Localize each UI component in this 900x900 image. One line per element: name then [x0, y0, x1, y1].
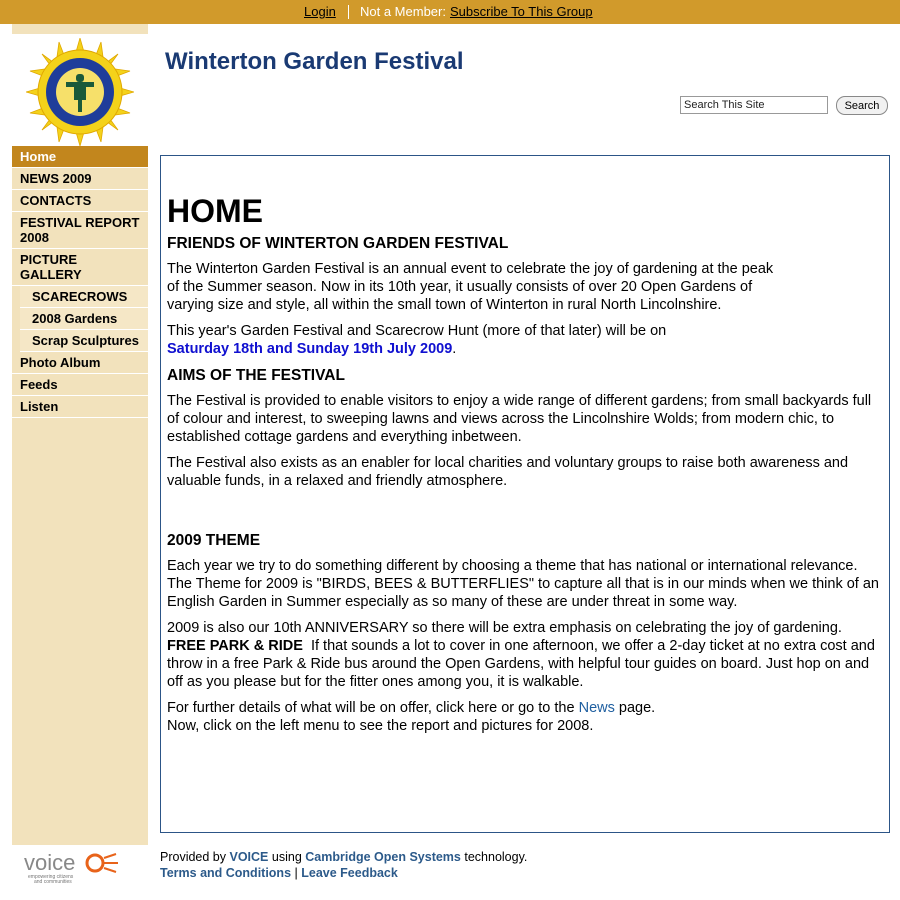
cambridge-link[interactable]: Cambridge Open Systems — [305, 850, 461, 864]
festival-logo[interactable] — [12, 34, 148, 160]
park-ride-heading: FREE PARK & RIDE — [167, 638, 303, 654]
aims-heading: AIMS OF THE FESTIVAL — [167, 367, 345, 384]
friends-heading: FRIENDS OF WINTERTON GARDEN FESTIVAL — [167, 235, 509, 252]
nav-item-listen[interactable]: Listen — [12, 396, 148, 418]
login-link[interactable]: Login — [304, 4, 336, 19]
dates-paragraph — [167, 322, 883, 358]
top-bar — [0, 0, 900, 24]
nav-item-festival-report-2008[interactable]: FESTIVAL REPORT 2008 — [12, 212, 148, 249]
dates-period: . — [452, 341, 457, 357]
feedback-link[interactable]: Leave Feedback — [301, 866, 398, 880]
not-member-label: Not a Member: — [360, 4, 446, 19]
nav-item-feeds[interactable]: Feeds — [12, 374, 148, 396]
nav-item-picture-gallery[interactable]: PICTURE GALLERY — [12, 249, 148, 286]
svg-text:voice: voice — [24, 850, 76, 875]
theme-paragraph-1: Each year we try to do something different by choosing a theme that has national or international relevance. The Theme for 2009 is "BIRDS, BEES & BUTTERFLIES" to capture all that is in our minds when we think of an English Garden in Summer especially as so many of these are under threat in some way. — [167, 558, 879, 610]
using-text: using — [271, 850, 302, 864]
svg-text:empowering citizens: empowering citizens — [28, 874, 74, 880]
news-link[interactable]: News — [578, 700, 615, 716]
spacer — [167, 498, 883, 531]
page-heading: HOME — [167, 193, 263, 229]
nav-item-contacts[interactable]: CONTACTS — [12, 190, 148, 212]
theme-heading: 2009 THEME — [167, 532, 261, 549]
nav-item-news-2009[interactable]: NEWS 2009 — [12, 168, 148, 190]
footer-divider: | — [294, 866, 298, 880]
technology-text: technology. — [464, 850, 528, 864]
terms-link[interactable]: Terms and Conditions — [160, 866, 292, 880]
site-title: Winterton Garden Festival — [165, 48, 464, 75]
nav-item-photo-album[interactable]: Photo Album — [12, 352, 148, 374]
voice-logo-icon — [24, 850, 124, 886]
now-text: Now, click on the left menu to see the report and pictures for 2008. — [167, 718, 594, 734]
aims-paragraph-1: The Festival is provided to enable visitors to enjoy a wide range of different gardens; from small backyards full of colour and interest, to sweeping lawns and views across the Lincolnshire Wolds; from modern chic, to established cottage gardens and everything inbetween. — [167, 393, 872, 445]
main-navigation — [12, 146, 148, 418]
topbar-divider — [348, 5, 349, 19]
further-details-paragraph — [167, 699, 883, 735]
sunflower-logo-icon — [26, 38, 134, 146]
further-before-text: For further details of what will be on offer, click here or go to the — [167, 700, 575, 716]
footer — [160, 849, 527, 881]
footer-provided-line — [160, 849, 527, 865]
nav-item-scarecrows[interactable]: SCARECROWS — [20, 286, 148, 308]
main-content — [160, 155, 890, 833]
aims-paragraph-2: The Festival also exists as an enabler for local charities and voluntary groups to raise both awareness and valuable funds, in a relaxed and friendly atmosphere. — [167, 455, 849, 489]
further-after-text: page. — [618, 700, 656, 716]
search-button[interactable]: Search — [836, 96, 888, 115]
nav-item-scrap-sculptures[interactable]: Scrap Sculptures — [20, 330, 148, 352]
park-ride-paragraph — [167, 637, 883, 691]
festival-dates: Saturday 18th and Sunday 19th July 2009 — [167, 341, 453, 357]
this-year-text: This year's Garden Festival and Scarecrow Hunt (more of that later) will be on — [167, 323, 667, 339]
intro-paragraph: The Winterton Garden Festival is an annual event to celebrate the joy of gardening at the peak of the Summer season. Now in its 10th year, it usually consists of over 20 Open Gardens of varying size and style, all within the small town of Winterton in rural North Lincolnshire. — [167, 261, 774, 313]
subscribe-link[interactable]: Subscribe To This Group — [450, 4, 593, 19]
nav-item-2008-gardens[interactable]: 2008 Gardens — [20, 308, 148, 330]
search-input[interactable] — [680, 96, 828, 114]
park-ride-text: If that sounds a lot to cover in one afternoon, we offer a 2-day ticket at no extra cost and throw in a free Park & Ride bus around the Open Gardens, with helpful tour guides on board. Just hop on and off as you please but for the fitter ones among you, it is walkable. — [167, 638, 875, 690]
nav-item-home[interactable]: Home — [12, 146, 148, 168]
footer-links-line — [160, 865, 527, 881]
svg-text:and communities: and communities — [34, 879, 72, 885]
theme-paragraph-2: 2009 is also our 10th ANNIVERSARY so there will be extra emphasis on celebrating the joy of gardening. — [167, 620, 842, 636]
voice-logo[interactable] — [24, 850, 124, 891]
voice-link[interactable]: VOICE — [229, 850, 269, 864]
provided-by-text: Provided by — [160, 850, 227, 864]
